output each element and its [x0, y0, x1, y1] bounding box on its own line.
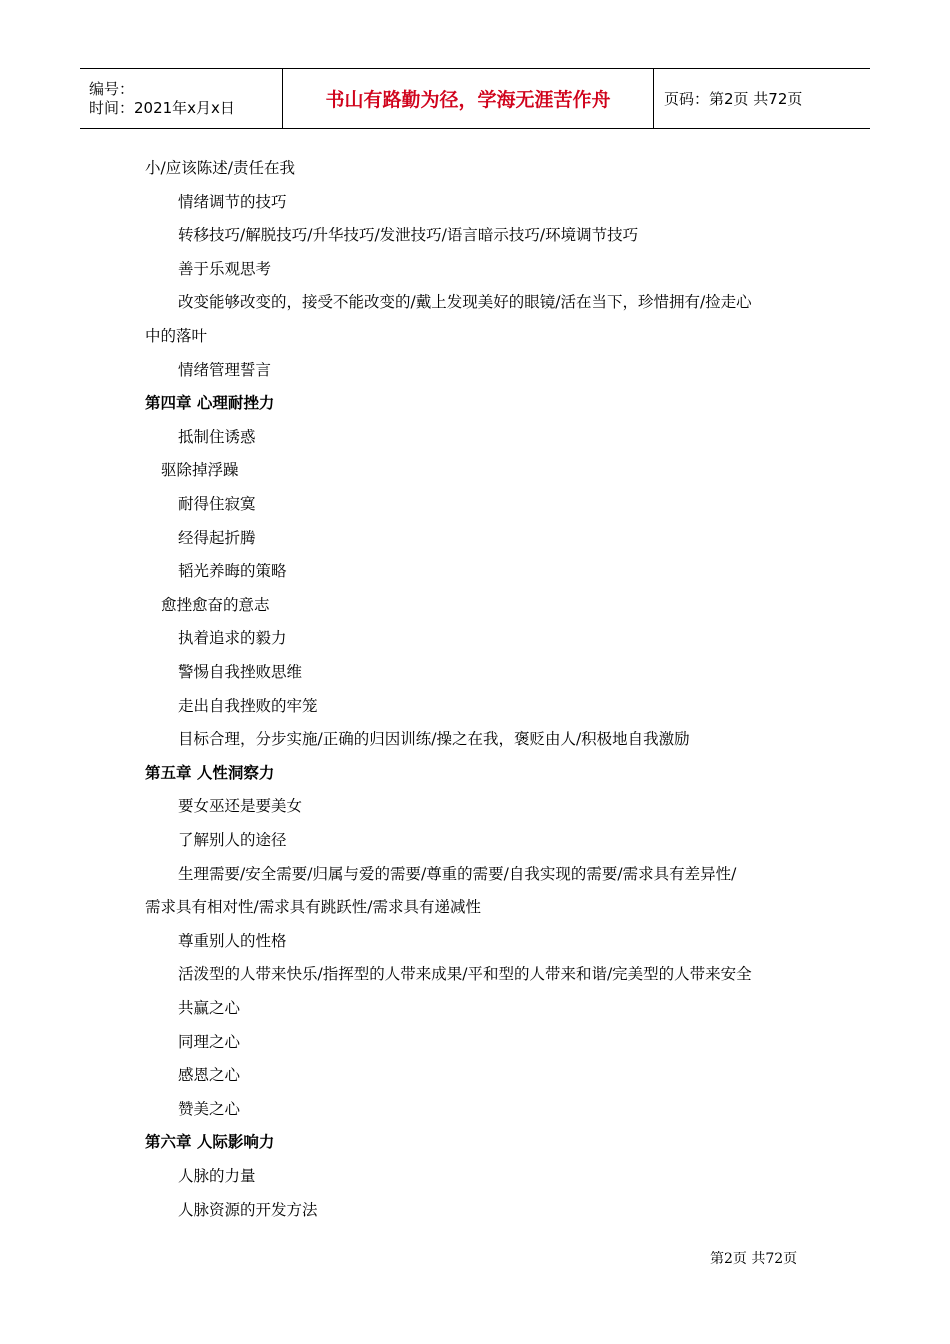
chapter-heading: 第五章 人性洞察力 — [145, 763, 275, 782]
body-line: 同理之心 — [178, 1032, 241, 1051]
body-line: 共赢之心 — [178, 999, 241, 1017]
body-line: 了解别人的途径 — [178, 831, 287, 849]
header-page-info: 页码：第2页 共72页 — [664, 90, 803, 108]
header-page-info-cell — [654, 69, 870, 128]
body-line: 人脉的力量 — [178, 1167, 256, 1185]
body-line: 需求具有相对性/需求具有跳跃性/需求具有递减性 — [145, 898, 481, 917]
body-line: 活泼型的人带来快乐/指挥型的人带来成果/平和型的人带来和谐/完美型的人带来安全 — [178, 965, 752, 984]
body-line: 转移技巧/解脱技巧/升华技巧/发泄技巧/语言暗示技巧/环境调节技巧 — [178, 226, 639, 245]
body-line: 改变能够改变的，接受不能改变的/戴上发现美好的眼镜/活在当下，珍惜拥有/捡走心 — [178, 293, 752, 312]
document-time-label: 时间：2021年x月x日 — [89, 98, 235, 117]
chapter-heading: 第六章 人际影响力 — [145, 1133, 275, 1152]
body-line: 尊重别人的性格 — [178, 931, 287, 950]
body-line: 感恩之心 — [178, 1066, 241, 1085]
header-motto-cell — [282, 69, 654, 128]
body-line: 要女巫还是要美女 — [178, 797, 303, 816]
body-line: 情绪调节的技巧 — [178, 192, 287, 211]
body-line: 赞美之心 — [178, 1099, 241, 1118]
header-meta — [80, 69, 282, 128]
chapter-heading: 第四章 心理耐挫力 — [145, 394, 275, 413]
page-footer: 第2页 共72页 — [710, 1251, 798, 1267]
body-line: 执着追求的毅力 — [178, 629, 287, 648]
body-line: 人脉资源的开发方法 — [178, 1200, 318, 1219]
body-line: 小/应该陈述/责任在我 — [145, 159, 295, 177]
body-line: 生理需要/安全需要/归属与爱的需要/尊重的需要/自我实现的需要/需求具有差异性/ — [178, 864, 737, 883]
body-line: 经得起折腾 — [178, 528, 256, 547]
body-line: 愈挫愈奋的意志 — [161, 595, 270, 614]
page-header — [80, 68, 870, 129]
body-line: 走出自我挫败的牢笼 — [178, 696, 318, 715]
header-motto: 书山有路勤为径，学海无涯苦作舟 — [325, 89, 611, 111]
body-line: 警惕自我挫败思维 — [178, 663, 303, 681]
body-line: 目标合理，分步实施/正确的归因训练/操之在我，褒贬由人/积极地自我激励 — [178, 730, 690, 749]
body-line: 中的落叶 — [145, 327, 208, 345]
body-line: 情绪管理誓言 — [178, 360, 272, 379]
body-line: 耐得住寂寞 — [178, 495, 256, 513]
body-line: 善于乐观思考 — [178, 259, 272, 278]
body-line: 抵制住诱惑 — [178, 427, 256, 446]
body-line: 驱除掉浮躁 — [161, 461, 239, 480]
body-line: 韬光养晦的策略 — [178, 562, 287, 581]
document-number-label: 编号： — [89, 79, 135, 98]
